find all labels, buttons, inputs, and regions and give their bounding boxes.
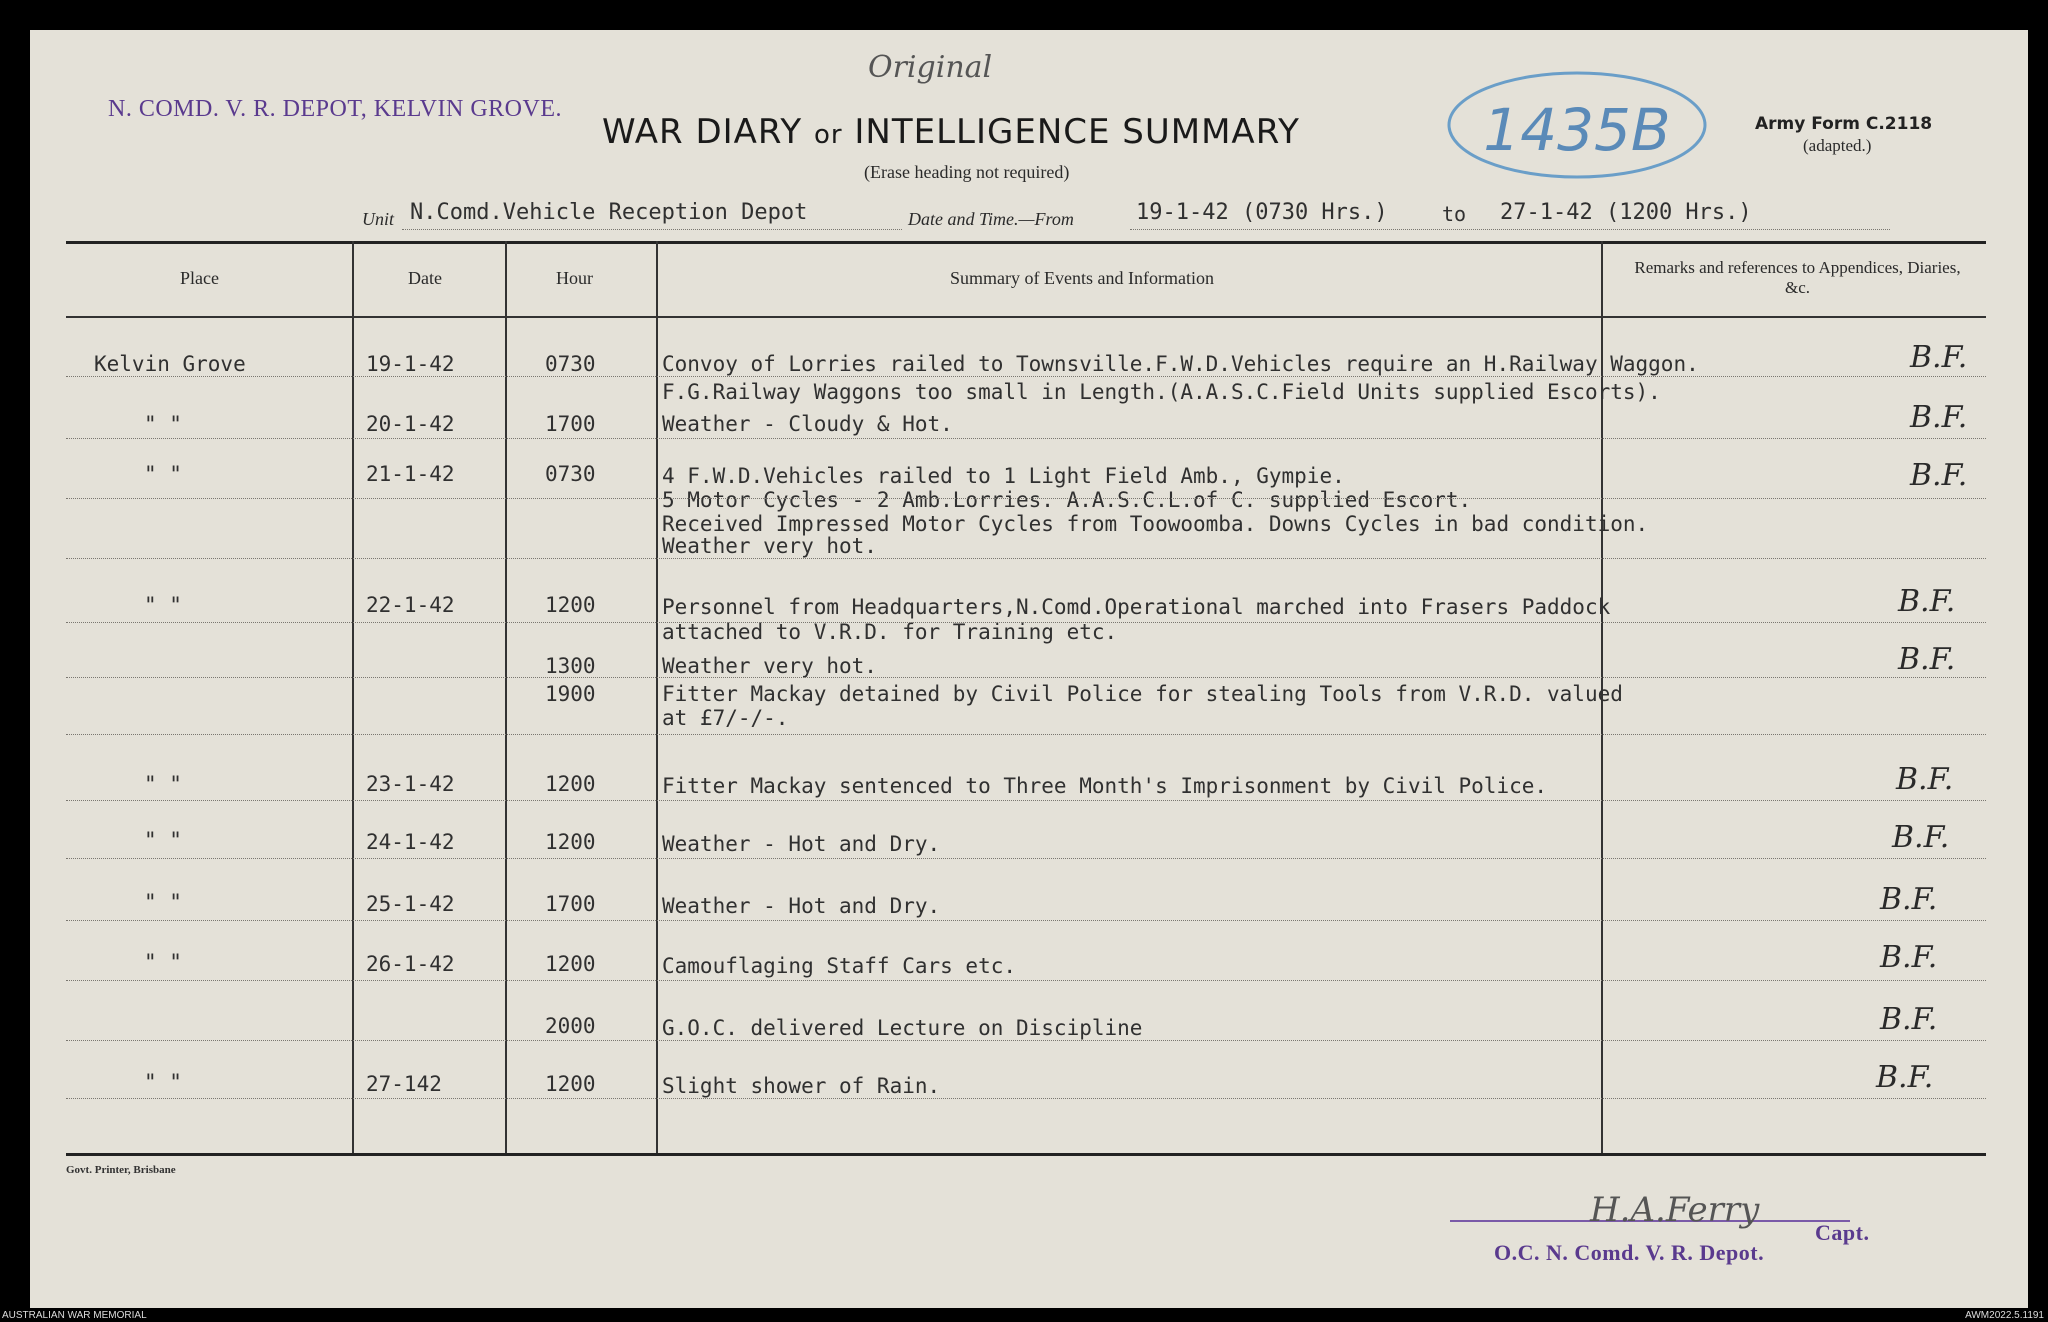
unit-value: N.Comd.Vehicle Reception Depot — [410, 200, 808, 225]
date-dotted-line — [1130, 229, 1890, 230]
date-from: 19-1-42 (0730 Hrs.) — [1136, 200, 1388, 225]
signature-rank: Capt. — [1815, 1220, 1870, 1245]
row-hour: 1200 — [545, 830, 596, 854]
row-hour: 1200 — [545, 593, 596, 617]
row-date: 24-1-42 — [366, 830, 455, 854]
row-date: 26-1-42 — [366, 952, 455, 976]
table-header-rule — [66, 316, 1986, 318]
row-date: 19-1-42 — [366, 352, 455, 376]
divider-place-date — [352, 241, 354, 1153]
row-summary-line: attached to V.R.D. for Training etc. — [662, 620, 1118, 644]
row-place: " " — [144, 828, 182, 852]
row-hour: 1700 — [545, 412, 596, 436]
row-dotted-line — [66, 734, 1986, 735]
circled-reference-number — [1442, 60, 1712, 190]
row-initials: B.F. — [1896, 762, 1954, 797]
row-hour: 1900 — [545, 682, 596, 706]
table-top-rule — [66, 241, 1986, 244]
row-dotted-line — [66, 920, 1986, 921]
divider-hour-summary — [656, 241, 658, 1153]
diary-page — [30, 30, 2028, 1308]
row-initials: B.F. — [1910, 400, 1968, 435]
row-summary-line: Personnel from Headquarters,N.Comd.Operational marched into Frasers Paddock — [662, 595, 1611, 619]
divider-date-hour — [505, 241, 507, 1153]
row-place: " " — [144, 890, 182, 914]
header-hour: Hour — [556, 268, 593, 288]
title-war-diary: WAR DIARY — [602, 112, 803, 152]
row-date: 20-1-42 — [366, 412, 455, 436]
row-initials: B.F. — [1880, 940, 1938, 975]
signature-office: O.C. N. Comd. V. R. Depot. — [1494, 1240, 1765, 1265]
row-date: 22-1-42 — [366, 593, 455, 617]
row-dotted-line — [66, 622, 1986, 623]
row-summary-line: Fitter Mackay sentenced to Three Month's Imprisonment by Civil Police. — [662, 774, 1548, 798]
row-hour: 0730 — [545, 352, 596, 376]
row-summary-line: G.O.C. delivered Lecture on Discipline — [662, 1016, 1143, 1040]
row-dotted-line — [66, 1098, 1986, 1099]
row-initials: B.F. — [1880, 1002, 1938, 1037]
row-place: " " — [144, 772, 182, 796]
row-place: " " — [144, 593, 182, 617]
row-dotted-line — [66, 980, 1986, 981]
row-summary-line: F.G.Railway Waggons too small in Length.(A.A.S.C.Field Units supplied Escorts). — [662, 380, 1661, 404]
row-dotted-line — [66, 800, 1986, 801]
date-label: Date and Time.—From — [908, 209, 1074, 229]
row-dotted-line — [66, 858, 1986, 859]
row-summary-line: Weather very hot. — [662, 534, 877, 558]
printer-note: Govt. Printer, Brisbane — [66, 1164, 176, 1176]
row-date: 21-1-42 — [366, 462, 455, 486]
row-summary-line: Weather - Hot and Dry. — [662, 832, 941, 856]
row-dotted-line — [66, 376, 1986, 377]
date-to: 27-1-42 (1200 Hrs.) — [1500, 200, 1752, 225]
unit-label: Unit — [362, 209, 395, 229]
form-note: (adapted.) — [1803, 136, 1872, 155]
row-place: Kelvin Grove — [94, 352, 246, 376]
row-place: " " — [144, 950, 182, 974]
unit-dotted-line — [402, 229, 902, 230]
row-dotted-line — [66, 1040, 1986, 1041]
handwritten-original: Original — [868, 50, 993, 85]
row-summary-line: Weather - Cloudy & Hot. — [662, 412, 953, 436]
row-hour: 0730 — [545, 462, 596, 486]
row-summary-line: Slight shower of Rain. — [662, 1074, 941, 1098]
row-place: " " — [144, 462, 182, 486]
row-summary-line: Weather - Hot and Dry. — [662, 894, 941, 918]
row-place: " " — [144, 412, 182, 436]
archive-reference: AWM2022.5.1191 — [1965, 1310, 2044, 1321]
archive-credit: AUSTRALIAN WAR MEMORIAL — [2, 1310, 147, 1321]
erase-note: (Erase heading not required) — [864, 162, 1070, 182]
row-summary-line: at £7/-/-. — [662, 706, 789, 730]
row-date: 27-142 — [366, 1072, 442, 1096]
row-initials: B.F. — [1898, 642, 1956, 677]
header-date: Date — [408, 268, 442, 288]
row-date: 25-1-42 — [366, 892, 455, 916]
row-hour: 1300 — [545, 654, 596, 678]
signature: H.A.Ferry — [1590, 1190, 1760, 1230]
row-hour: 1200 — [545, 1072, 596, 1096]
row-dotted-line — [66, 558, 1986, 559]
row-hour: 1700 — [545, 892, 596, 916]
row-initials: B.F. — [1876, 1060, 1934, 1095]
title-or: or — [813, 120, 843, 150]
row-hour: 1200 — [545, 952, 596, 976]
unit-stamp: N. COMD. V. R. DEPOT, KELVIN GROVE. — [108, 96, 562, 122]
row-summary-line: 5 Motor Cycles - 2 Amb.Lorries. A.A.S.C.L.of C. supplied Escort. — [662, 488, 1472, 512]
row-place: " " — [144, 1070, 182, 1094]
row-summary-line: Fitter Mackay detained by Civil Police for stealing Tools from V.R.D. valued — [662, 682, 1623, 706]
row-summary-line: Weather very hot. — [662, 654, 877, 678]
row-summary-line: Camouflaging Staff Cars etc. — [662, 954, 1017, 978]
row-date: 23-1-42 — [366, 772, 455, 796]
row-summary-line: Received Impressed Motor Cycles from Toowoomba. Downs Cycles in bad condition. — [662, 512, 1649, 536]
row-hour: 1200 — [545, 772, 596, 796]
row-summary-line: 4 F.W.D.Vehicles railed to 1 Light Field Amb., Gympie. — [662, 464, 1345, 488]
reference-number-text: 1435B — [1483, 96, 1671, 164]
row-initials: B.F. — [1892, 820, 1950, 855]
row-dotted-line — [66, 438, 1986, 439]
row-initials: B.F. — [1880, 882, 1938, 917]
title-intelligence-summary: INTELLIGENCE SUMMARY — [854, 112, 1300, 152]
form-name: Army Form C.2118 — [1755, 114, 1933, 134]
row-summary-line: Convoy of Lorries railed to Townsville.F.W.D.Vehicles require an H.Railway Waggon. — [662, 352, 1699, 376]
page-title — [602, 112, 1300, 152]
row-initials: B.F. — [1898, 584, 1956, 619]
row-dotted-line — [66, 677, 1986, 678]
row-initials: B.F. — [1910, 340, 1968, 375]
date-to-label: to — [1442, 202, 1467, 226]
table-bottom-rule — [66, 1153, 1986, 1156]
header-place: Place — [180, 268, 219, 288]
row-dotted-line — [66, 498, 1986, 499]
header-remarks: Remarks and references to Appendices, Diaries, &c. — [1634, 258, 1961, 297]
row-initials: B.F. — [1910, 458, 1968, 493]
row-hour: 2000 — [545, 1014, 596, 1038]
header-summary: Summary of Events and Information — [950, 268, 1214, 288]
